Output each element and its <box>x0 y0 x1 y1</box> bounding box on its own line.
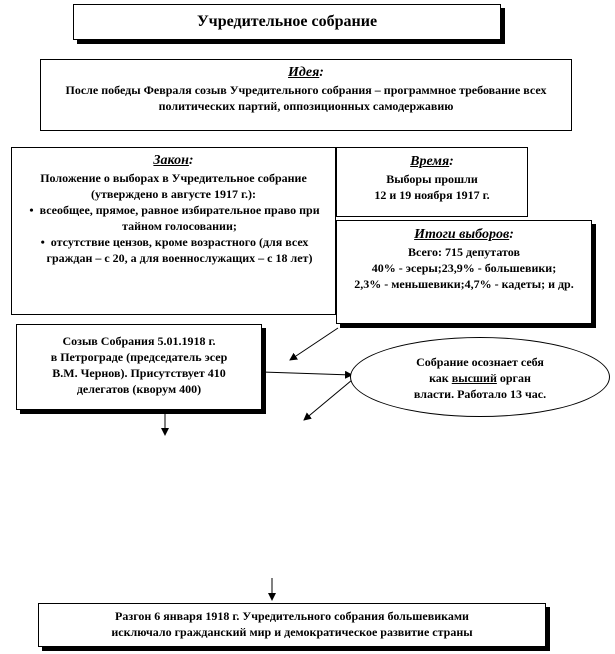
arrow-supreme-to-down <box>304 380 352 420</box>
idea-box <box>40 59 572 131</box>
idea-heading: Идея: <box>288 65 324 80</box>
time-box <box>336 147 528 217</box>
title-text: Учредительное собрание <box>196 13 378 30</box>
arrow-convocation-to-supreme <box>262 372 352 375</box>
supreme-authority-ellipse <box>350 337 610 417</box>
law-box <box>11 147 336 315</box>
dispersal-box <box>38 603 546 647</box>
law-heading: Закон: <box>153 153 194 168</box>
dispersal-line2: исключало гражданский мир и демократическое развитие страны <box>111 625 473 639</box>
idea-text: После победы Февраля созыв Учредительного собрания – программное требование всех политических партий, оппозиционных самодержавию <box>65 83 547 113</box>
law-bullet-2: • отсутствие цензов, кроме возрастного (для всех граждан – с 20, а для военнослужащих – с 18 лет) <box>40 235 313 265</box>
results-box <box>336 220 592 324</box>
supreme-line1: Собрание осознает себя <box>416 355 544 369</box>
title-box <box>73 4 501 40</box>
results-heading: Итоги выборов: <box>414 227 514 242</box>
law-intro: Положение о выборах в Учредительное собрание (утверждено в августе 1917 г.): <box>40 171 307 201</box>
supreme-line3: власти. Работало 13 час. <box>413 387 547 401</box>
convocation-line1: Созыв Собрания 5.01.1918 г. <box>62 334 216 348</box>
results-line2: 40% - эсеры;23,9% - большевики; <box>371 261 557 275</box>
supreme-line2: как высший орган <box>429 371 531 385</box>
law-bullet-list <box>18 202 329 266</box>
convocation-box <box>16 324 262 410</box>
law-bullet-1: • всеобщее, прямое, равное избирательное право при тайном голосовании; <box>29 203 320 233</box>
time-line1: Выборы прошли <box>386 172 478 186</box>
results-line1: Всего: 715 депутатов <box>408 245 520 259</box>
convocation-line3: В.М. Чернов). Присутствует 410 <box>52 366 226 380</box>
results-line3: 2,3% - меньшевики;4,7% - кадеты; и др. <box>354 277 574 291</box>
arrow-results-to-convocation <box>290 328 338 360</box>
convocation-line4: делегатов (кворум 400) <box>76 382 202 396</box>
convocation-line2: в Петрограде (председатель эсер <box>50 350 228 364</box>
dispersal-line1: Разгон 6 января 1918 г. Учредительного собрания большевиками <box>115 609 469 623</box>
time-line2: 12 и 19 ноября 1917 г. <box>374 188 490 202</box>
time-heading: Время: <box>410 154 454 169</box>
